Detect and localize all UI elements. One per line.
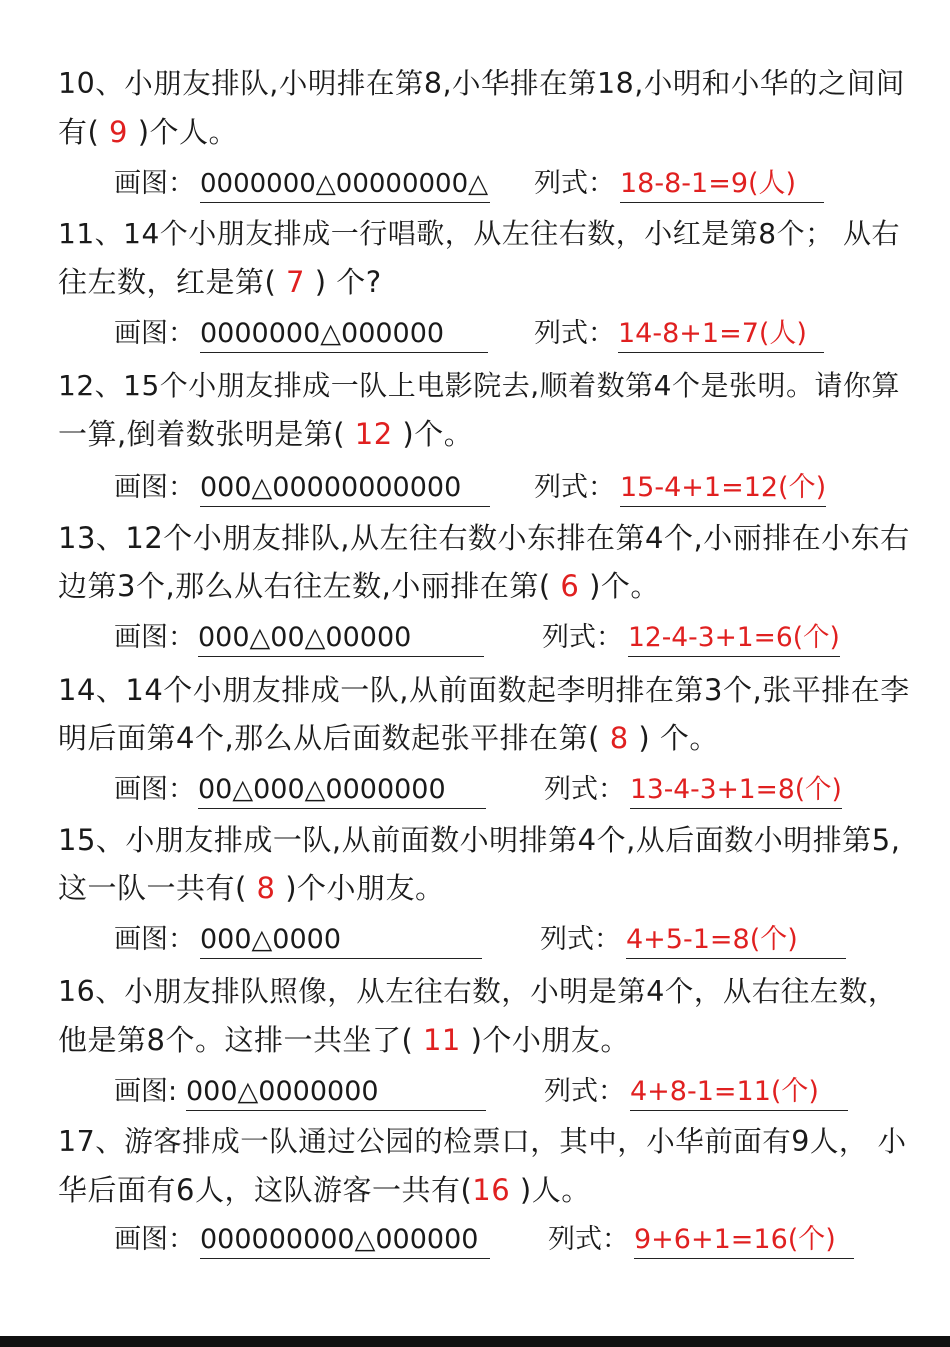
question-line-1: 13、12个小朋友排队,从左往右数小东排在第4个,小丽排在小东右 xyxy=(58,521,910,555)
formula-answer: 4+5-1=8(个) xyxy=(626,922,846,959)
formula-label: 列式： xyxy=(548,1224,629,1255)
work-row xyxy=(0,316,950,360)
question-line-1: 14、14个小朋友排成一队,从前面数起李明排在第3个,张平排在李 xyxy=(58,673,910,707)
drawing-answer: 00△000△0000000 xyxy=(198,772,486,809)
formula-answer: 4+8-1=11(个) xyxy=(630,1074,848,1111)
bottom-border xyxy=(0,1336,950,1347)
work-row xyxy=(0,922,950,966)
question-line-1: 10、小朋友排队,小明排在第8,小华排在第18,小明和小华的之间间 xyxy=(58,67,905,100)
formula-answer: 15-4+1=12(个) xyxy=(620,470,826,507)
formula-label: 列式： xyxy=(534,318,615,349)
draw-label: 画图： xyxy=(114,924,195,955)
answer-value: 9 xyxy=(99,115,138,149)
formula-answer: 14-8+1=7(人) xyxy=(618,316,824,353)
question-line-2: 往左数，红是第( 7 ) 个? xyxy=(58,265,382,299)
formula-answer: 13-4-3+1=8(个) xyxy=(630,772,842,809)
formula-label: 列式： xyxy=(540,924,621,955)
formula-label: 列式： xyxy=(544,1076,625,1107)
answer-value: 8 xyxy=(599,721,639,755)
question-line-1: 17、游客排成一队通过公园的检票口，其中，小华前面有9人， 小 xyxy=(58,1125,907,1158)
drawing-answer: 000△00△00000 xyxy=(198,620,484,657)
drawing-answer: 000△0000 xyxy=(200,922,482,959)
draw-label: 画图： xyxy=(114,472,195,503)
formula-label: 列式： xyxy=(542,622,623,653)
draw-label: 画图： xyxy=(114,318,195,349)
draw-label: 画图： xyxy=(114,1224,195,1255)
drawing-answer: 0000000△000000 xyxy=(200,316,488,353)
question-line-2: 这一队一共有( 8 )个小朋友。 xyxy=(58,871,445,905)
answer-value: 7 xyxy=(276,265,315,299)
work-row xyxy=(0,620,950,664)
work-row xyxy=(0,1222,950,1266)
question-line-1: 12、15个小朋友排成一队上电影院去,顺着数第4个是张明。请你算 xyxy=(58,369,900,402)
drawing-answer: 0000000△00000000△ xyxy=(200,166,490,203)
formula-label: 列式： xyxy=(534,472,615,503)
draw-label: 画图: xyxy=(114,1076,178,1107)
question-line-1: 15、小朋友排成一队,从前面数小明排第4个,从后面数小明排第5, xyxy=(58,823,901,857)
draw-label: 画图： xyxy=(114,774,195,805)
formula-answer: 12-4-3+1=6(个) xyxy=(628,620,840,657)
answer-value: 11 xyxy=(413,1023,471,1057)
answer-value: 16 xyxy=(472,1173,520,1207)
drawing-answer: 000△00000000000 xyxy=(200,470,490,507)
question-line-2: 他是第8个。这排一共坐了( 11 )个小朋友。 xyxy=(58,1023,630,1057)
answer-value: 12 xyxy=(345,417,403,451)
question-line-2: 华后面有6人，这队游客一共有(16 )人。 xyxy=(58,1173,591,1207)
question-line-2: 明后面第4个,那么从后面数起张平排在第( 8 ) 个。 xyxy=(58,721,719,755)
draw-label: 画图： xyxy=(114,622,195,653)
drawing-answer: 000000000△000000 xyxy=(200,1222,490,1259)
work-row xyxy=(0,772,950,816)
work-row xyxy=(0,1074,950,1118)
question-line-1: 11、14个小朋友排成一行唱歌，从左往右数，小红是第8个； 从右 xyxy=(58,217,900,250)
question-line-2: 有( 9 )个人。 xyxy=(58,115,239,149)
formula-answer: 9+6+1=16(个) xyxy=(634,1222,854,1259)
formula-label: 列式： xyxy=(544,774,625,805)
formula-answer: 18-8-1=9(人) xyxy=(620,166,824,203)
work-row xyxy=(0,166,950,210)
question-line-2: 边第3个,那么从右往左数,小丽排在第( 6 )个。 xyxy=(58,569,660,603)
formula-label: 列式： xyxy=(534,168,615,199)
answer-value: 6 xyxy=(550,569,590,603)
work-row xyxy=(0,470,950,514)
question-line-1: 16、小朋友排队照像，从左往右数，小明是第4个，从右往左数， xyxy=(58,975,897,1008)
question-line-2: 一算,倒着数张明是第( 12 )个。 xyxy=(58,417,474,451)
draw-label: 画图： xyxy=(114,168,195,199)
answer-value: 8 xyxy=(246,871,286,905)
drawing-answer: 000△0000000 xyxy=(186,1074,486,1111)
